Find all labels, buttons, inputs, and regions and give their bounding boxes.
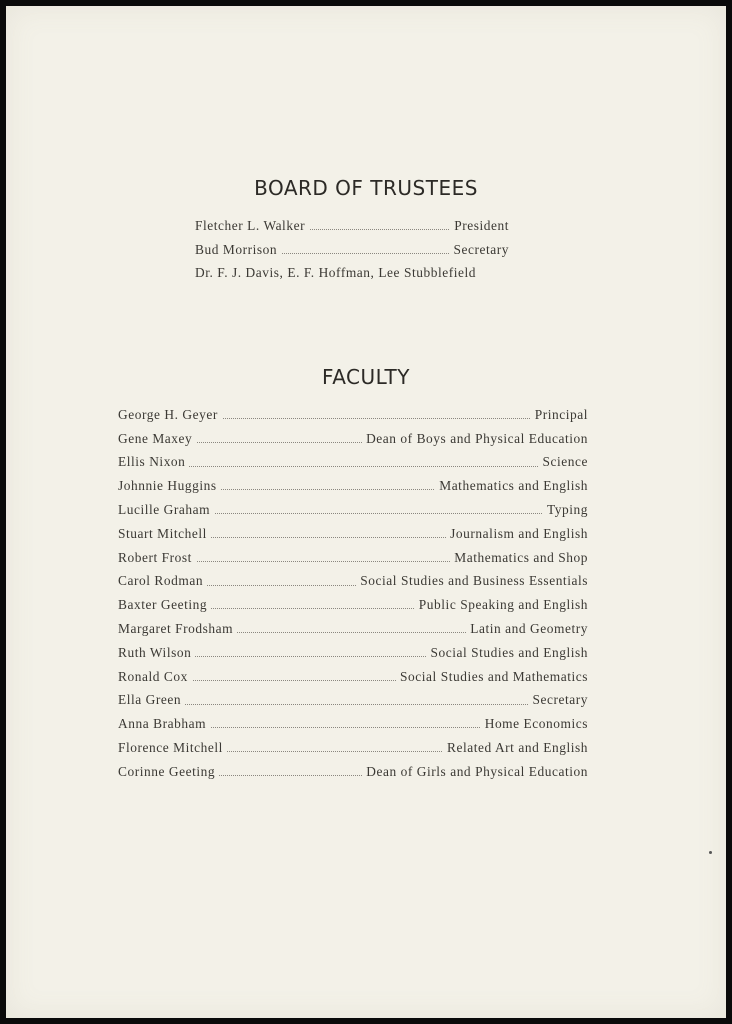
faculty-name: George H. Geyer <box>118 407 222 423</box>
faculty-name: Lucille Graham <box>118 502 214 518</box>
faculty-row <box>118 760 588 784</box>
trustee-role: Secretary <box>449 242 509 258</box>
faculty-row <box>118 451 588 475</box>
dot-leader <box>118 704 588 705</box>
faculty-heading: FACULTY <box>322 365 410 389</box>
faculty-row <box>118 641 588 665</box>
faculty-name: Gene Maxey <box>118 431 196 447</box>
faculty-name: Corinne Geeting <box>118 764 219 780</box>
faculty-role: Related Art and English <box>443 740 588 756</box>
faculty-name: Carol Rodman <box>118 573 207 589</box>
faculty-list <box>118 403 588 784</box>
faculty-row <box>118 546 588 570</box>
faculty-role: Principal <box>531 407 588 423</box>
faculty-row <box>118 498 588 522</box>
trustee-row <box>195 238 509 262</box>
faculty-name: Baxter Geeting <box>118 597 211 613</box>
trustee-role: President <box>450 218 509 234</box>
faculty-role: Mathematics and Shop <box>450 550 588 566</box>
faculty-name: Robert Frost <box>118 550 196 566</box>
faculty-row <box>118 427 588 451</box>
faculty-name: Ronald Cox <box>118 669 192 685</box>
faculty-name: Florence Mitchell <box>118 740 227 756</box>
trustees-list <box>195 214 509 285</box>
faculty-name: Stuart Mitchell <box>118 526 211 542</box>
faculty-name: Anna Brabham <box>118 716 210 732</box>
faculty-role: Science <box>539 454 589 470</box>
faculty-row <box>118 689 588 713</box>
faculty-role: Social Studies and English <box>427 645 589 661</box>
faculty-row <box>118 665 588 689</box>
faculty-role: Mathematics and English <box>435 478 588 494</box>
faculty-name: Ella Green <box>118 692 185 708</box>
faculty-name: Margaret Frodsham <box>118 621 237 637</box>
faculty-name: Johnnie Huggins <box>118 478 221 494</box>
faculty-name: Ellis Nixon <box>118 454 189 470</box>
board-of-trustees-heading: BOARD OF TRUSTEES <box>254 176 478 200</box>
faculty-role: Dean of Girls and Physical Education <box>362 764 588 780</box>
faculty-role: Home Economics <box>481 716 588 732</box>
document-page <box>6 6 726 1018</box>
faculty-row <box>118 474 588 498</box>
trustee-row <box>195 214 509 238</box>
faculty-row <box>118 617 588 641</box>
faculty-row <box>118 570 588 594</box>
trustee-name: Bud Morrison <box>195 242 281 258</box>
faculty-role: Social Studies and Business Essentials <box>356 573 588 589</box>
faculty-row <box>118 736 588 760</box>
faculty-row <box>118 403 588 427</box>
faculty-role: Typing <box>543 502 588 518</box>
other-trustees: Dr. F. J. Davis, E. F. Hoffman, Lee Stubblefield <box>195 265 477 281</box>
faculty-role: Dean of Boys and Physical Education <box>362 431 588 447</box>
paper-speck <box>709 851 712 854</box>
faculty-role: Latin and Geometry <box>466 621 588 637</box>
faculty-role: Public Speaking and English <box>415 597 588 613</box>
faculty-row <box>118 522 588 546</box>
faculty-role: Journalism and English <box>446 526 588 542</box>
faculty-row <box>118 593 588 617</box>
faculty-role: Secretary <box>528 692 588 708</box>
faculty-role: Social Studies and Mathematics <box>396 669 588 685</box>
trustee-name: Fletcher L. Walker <box>195 218 309 234</box>
faculty-name: Ruth Wilson <box>118 645 195 661</box>
faculty-row <box>118 712 588 736</box>
